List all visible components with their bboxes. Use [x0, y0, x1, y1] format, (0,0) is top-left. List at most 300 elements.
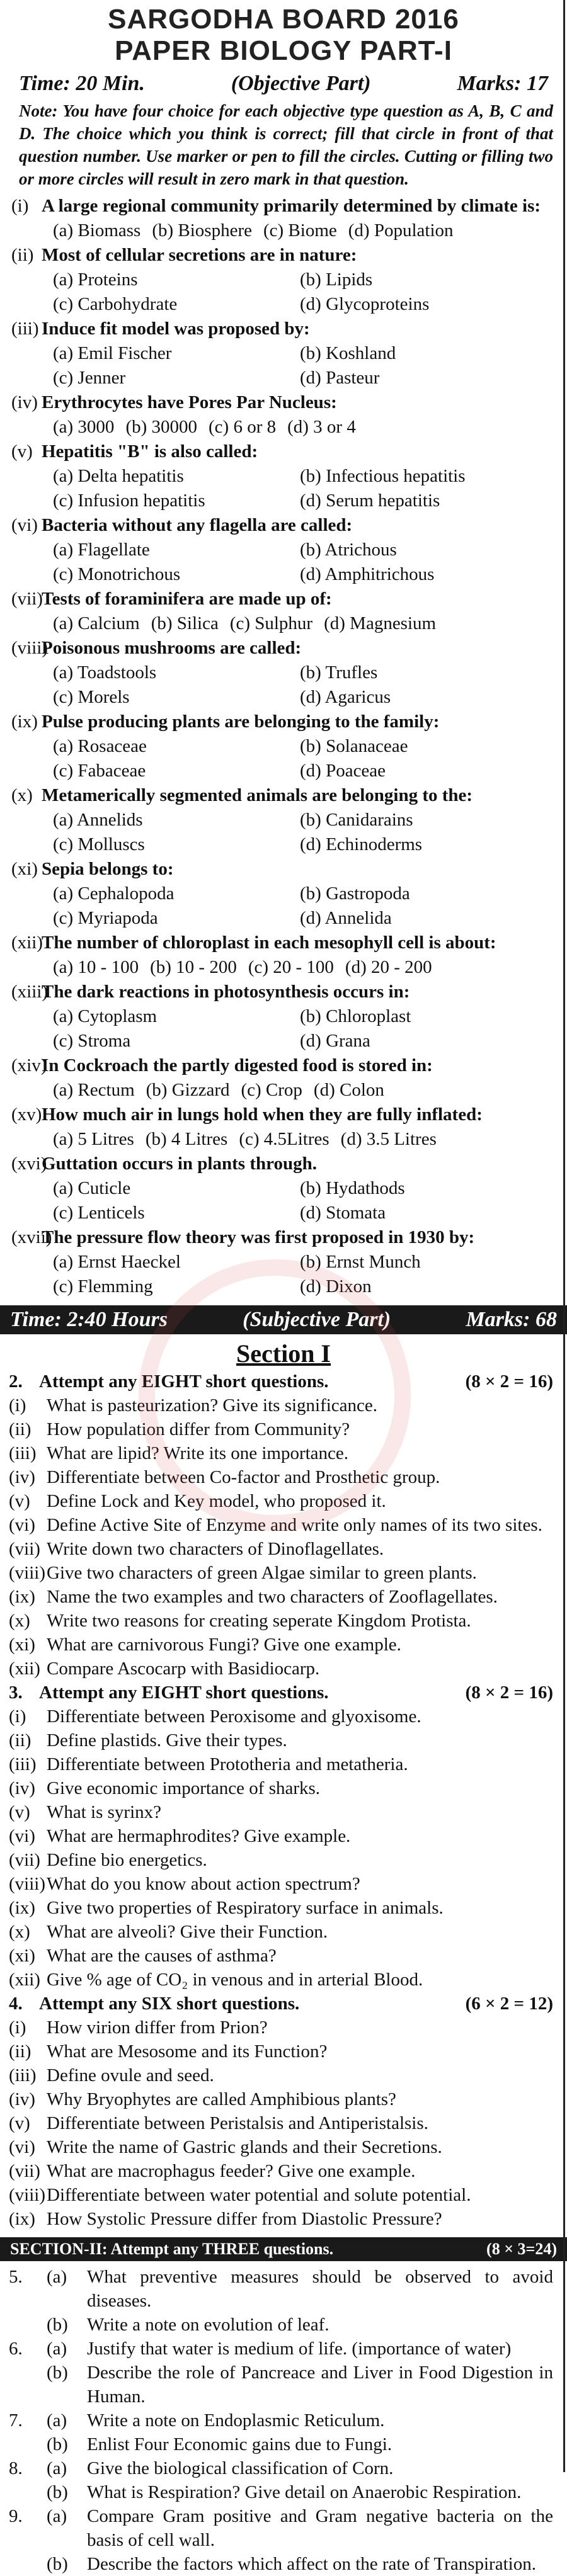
mcq-options	[11, 218, 553, 243]
short-question-item	[9, 1776, 553, 1800]
long-question-part	[9, 2480, 553, 2504]
mcq-options	[11, 955, 553, 980]
mcq-question-line	[11, 1225, 553, 1250]
mcq-option: (a) Cuticle	[53, 1178, 131, 1198]
mcq-option: (d) Echinoderms	[300, 834, 423, 854]
long-question-block	[0, 2337, 567, 2409]
mcq-question-text: Erythrocytes have Pores Par Nucleus:	[42, 392, 337, 412]
short-question-item	[9, 1920, 553, 1944]
item-roman-number: (vii)	[9, 1539, 40, 1559]
subjective-time: Time: 2:40 Hours	[10, 1308, 168, 1331]
mcq-question-line	[11, 710, 553, 734]
short-question-instruction	[9, 1681, 329, 1705]
short-question-item	[9, 2016, 553, 2040]
item-roman-number: (vi)	[9, 2137, 35, 2157]
long-question-block	[0, 2504, 567, 2576]
section-1-title: Section I	[236, 1339, 331, 1368]
mcq-question-text: A large regional community primarily determined by climate is:	[42, 196, 541, 216]
part-letter: (a)	[47, 2410, 67, 2431]
item-text: What are lipid? Write its one importance.	[47, 1443, 349, 1463]
short-question-item	[9, 1513, 553, 1537]
mcq-option: (b) 30000	[125, 417, 198, 437]
mcq-option: (c) Jenner	[53, 368, 126, 388]
objective-time: Time: 20 Min.	[19, 72, 145, 95]
long-question-number: 5.	[9, 2267, 23, 2287]
item-text: Write down two characters of Dinoflagellates.	[47, 1539, 384, 1559]
part-text: What preventive measures should be observed to avoid diseases.	[87, 2267, 553, 2311]
mcq-item	[0, 1225, 567, 1299]
part-letter: (b)	[47, 2434, 68, 2454]
long-question-number	[9, 2480, 47, 2504]
item-roman-number: (xii)	[9, 1659, 40, 1679]
item-text: What is pasteurization? Give its significance.	[47, 1395, 378, 1416]
item-roman-number: (ix)	[9, 2209, 35, 2229]
mcq-option: (b) Gastropoda	[300, 883, 410, 904]
mcq-option: (b) Lipids	[300, 270, 373, 290]
mcq-number: (xvi)	[11, 1154, 47, 1174]
item-roman-number: (iv)	[9, 1467, 35, 1487]
short-question-number: 4.	[9, 1994, 23, 2014]
short-question-marks: (6 × 2 = 12)	[465, 1994, 553, 2014]
short-question-item	[9, 1489, 553, 1513]
short-question-item	[9, 2087, 553, 2111]
item-roman-number: (i)	[9, 2017, 26, 2038]
item-text: What are macrophagus feeder? Give one example.	[47, 2161, 416, 2181]
mcq-option: (b) 4 Litres	[145, 1129, 228, 1149]
mcq-options	[11, 1176, 553, 1225]
mcq-item	[0, 440, 567, 513]
item-roman-number: (x)	[9, 1611, 30, 1631]
short-question-header	[9, 1992, 553, 2016]
short-question-instruction	[9, 1992, 299, 2016]
short-question-item	[9, 1441, 553, 1465]
mcq-option: (b) Ernst Munch	[300, 1252, 421, 1272]
mcq-option: (a) Cytoplasm	[53, 1006, 158, 1026]
mcq-number: (x)	[11, 785, 33, 805]
item-text: What are carnivorous Fungi? Give one example.	[47, 1635, 401, 1655]
mcq-number: (xvii)	[11, 1227, 52, 1247]
mcq-option: (a) Delta hepatitis	[53, 466, 184, 486]
short-question-instruction	[9, 1370, 329, 1393]
mcq-item	[0, 710, 567, 783]
mcq-option: (b) Biosphere	[152, 220, 252, 241]
item-text: What is syrinx?	[47, 1802, 162, 1822]
part-text: Describe the role of Pancreace and Liver in Food Digestion in Human.	[87, 2363, 553, 2407]
mcq-question-line	[11, 243, 553, 268]
mcq-number: (xiii)	[11, 982, 48, 1002]
mcq-option: (a) Toadstools	[53, 662, 157, 683]
item-text: Write two reasons for creating seperate Kingdom Protista.	[47, 1611, 471, 1631]
mcq-option: (c) Crop	[241, 1080, 302, 1100]
short-question-item	[9, 1705, 553, 1728]
note-text: You have four choice for each objective type question as A, B, C and D. The choice which you think is correct; fill that circle in front of that question number. Use marker or pen to fill the circles. Cutting or filling two or more circles will result in zero mark in that question.	[19, 101, 554, 188]
mcq-option: (c) Flemming	[53, 1276, 153, 1297]
mcq-options	[11, 1127, 553, 1152]
mcq-option: (c) 4.5Litres	[239, 1129, 329, 1149]
mcq-option: (b) Hydathods	[300, 1178, 405, 1198]
long-question-block	[0, 2265, 567, 2337]
item-text: Define Active Site of Enzyme and write only names of its two sites.	[47, 1515, 542, 1535]
mcq-options	[11, 661, 553, 710]
mcq-option: (c) Fabaceae	[53, 761, 146, 781]
short-question-item	[9, 2040, 553, 2063]
mcq-question-text: The dark reactions in photosynthesis occurs in:	[42, 982, 410, 1002]
part-text: Give the biological classification of Corn.	[87, 2458, 394, 2478]
mcq-question-line	[11, 390, 553, 415]
mcq-question-text: Hepatitis "B" is also called:	[42, 441, 258, 462]
part-letter: (a)	[47, 2267, 67, 2287]
item-roman-number: (ii)	[9, 1419, 32, 1439]
mcq-question-line	[11, 587, 553, 611]
mcq-item	[0, 636, 567, 710]
short-question-item	[9, 1824, 553, 1848]
mcq-question-text: The pressure flow theory was first proposed in 1930 by:	[42, 1227, 475, 1247]
subjective-info-bar	[0, 1305, 567, 1334]
mcq-option: (c) Stroma	[53, 1031, 131, 1051]
mcq-option: (b) Canidarains	[300, 810, 413, 830]
mcq-option: (a) Rectum	[53, 1080, 135, 1100]
short-question-item	[9, 1968, 553, 1992]
mcq-option: (b) Koshland	[300, 343, 396, 363]
board-title: SARGODHA BOARD 2016	[108, 4, 459, 35]
mcq-options	[11, 341, 553, 390]
mcq-question-line	[11, 857, 553, 882]
mcq-option: (b) Gizzard	[146, 1080, 230, 1100]
mcq-option: (d) Agaricus	[300, 687, 391, 707]
mcq-number: (viii)	[11, 638, 48, 658]
mcq-option: (a) Emil Fischer	[53, 343, 172, 363]
item-roman-number: (xi)	[9, 1946, 35, 1966]
objective-info-bar	[0, 67, 567, 96]
mcq-option: (b) Silica	[151, 613, 219, 633]
part-letter: (b)	[47, 2482, 68, 2502]
long-question-part	[9, 2552, 553, 2576]
mcq-question-text: In Cockroach the partly digested food is stored in:	[42, 1055, 433, 1075]
mcq-option: (a) Rosaceae	[53, 736, 147, 756]
short-question-item	[9, 2207, 553, 2231]
long-question-part	[9, 2432, 553, 2456]
item-text: Differentiate between water potential and solute potential.	[47, 2185, 471, 2205]
part-text: Describe the factors which affect on the rate of Transpiration.	[87, 2554, 536, 2574]
item-text: What are Mesosome and its Function?	[47, 2041, 328, 2062]
item-text: What are hermaphrodites? Give example.	[47, 1826, 351, 1846]
mcq-question-text: Induce fit model was proposed by:	[42, 319, 310, 339]
item-roman-number: (ii)	[9, 2041, 32, 2062]
short-question-text: Attempt any SIX short questions.	[39, 1994, 300, 2014]
item-roman-number: (viii)	[9, 1563, 45, 1583]
long-question-number: 8.	[9, 2458, 23, 2478]
mcq-options	[11, 734, 553, 783]
long-question-number	[9, 2361, 47, 2409]
part-letter: (a)	[47, 2339, 67, 2359]
mcq-option: (d) Poaceae	[300, 761, 386, 781]
short-question-text: Attempt any EIGHT short questions.	[39, 1682, 329, 1703]
mcq-question-line	[11, 783, 553, 808]
mcq-number: (iv)	[11, 392, 38, 412]
long-question-number	[9, 2432, 47, 2456]
short-questions	[0, 1370, 567, 2231]
mcq-option: (b) Infectious hepatitis	[300, 466, 466, 486]
item-text: How virion differ from Prion?	[47, 2017, 268, 2038]
long-question-part	[9, 2504, 553, 2552]
mcq-item	[0, 243, 567, 317]
mcq-option: (c) Sulphur	[229, 613, 313, 633]
item-text: Differentiate between Peristalsis and Antiperistalsis.	[47, 2113, 428, 2133]
mcq-option: (b) Trufles	[300, 662, 378, 683]
short-question-item	[9, 1872, 553, 1896]
part-text: Write a note on Endoplasmic Reticulum.	[87, 2410, 385, 2431]
mcq-number: (iii)	[11, 319, 39, 339]
mcq-option: (d) Colon	[313, 1080, 384, 1100]
mcq-number: (xi)	[11, 859, 38, 879]
section-2-label: SECTION-II: Attempt any THREE questions.	[10, 2240, 334, 2258]
item-roman-number: (ix)	[9, 1898, 35, 1918]
item-roman-number: (viii)	[9, 2185, 45, 2205]
item-text: Why Bryophytes are called Amphibious plants?	[47, 2089, 396, 2109]
item-roman-number: (v)	[9, 1802, 30, 1822]
long-question-block	[0, 2409, 567, 2456]
item-roman-number: (vii)	[9, 2161, 40, 2181]
mcq-option: (a) Annelids	[53, 810, 143, 830]
mcq-option: (a) 10 - 100	[53, 957, 139, 977]
mcq-option: (a) Flagellate	[53, 540, 150, 560]
mcq-item	[0, 194, 567, 243]
mcq-number: (v)	[11, 441, 33, 462]
part-letter: (a)	[47, 2506, 67, 2526]
mcq-number: (ii)	[11, 245, 34, 265]
mcq-question-text: Sepia belongs to:	[42, 859, 174, 879]
mcq-option: (c) Morels	[53, 687, 130, 707]
item-roman-number: (iii)	[9, 1443, 37, 1463]
mcq-option: (c) Monotrichous	[53, 564, 181, 584]
item-text: Give economic importance of sharks.	[47, 1778, 321, 1798]
mcq-question-line	[11, 1103, 553, 1127]
part-letter: (b)	[47, 2363, 68, 2383]
instructions-note	[0, 96, 567, 194]
mcq-option: (b) Solanaceae	[300, 736, 408, 756]
item-roman-number: (xii)	[9, 1970, 40, 1990]
mcq-item	[0, 1053, 567, 1103]
item-text: Give two properties of Respiratory surface in animals.	[47, 1898, 444, 1918]
part-letter: (b)	[47, 2554, 68, 2574]
short-question-item	[9, 1537, 553, 1561]
item-roman-number: (vii)	[9, 1850, 40, 1870]
item-roman-number: (i)	[9, 1395, 26, 1416]
mcq-options	[11, 882, 553, 931]
mcq-question-line	[11, 980, 553, 1004]
short-question-item	[9, 1800, 553, 1824]
mcq-option: (d) 20 - 200	[345, 957, 432, 977]
item-roman-number: (iii)	[9, 1754, 37, 1774]
mcq-number: (xiv)	[11, 1055, 47, 1075]
short-question-item	[9, 2063, 553, 2087]
mcq-item	[0, 390, 567, 440]
mcq-option: (c) Carbohydrate	[53, 294, 178, 314]
short-question-item	[9, 1944, 553, 1968]
short-question-block	[0, 1992, 567, 2231]
mcq-option: (d) Dixon	[300, 1276, 372, 1297]
part-text: Compare Gram positive and Gram negative bacteria on the basis of cell wall.	[87, 2506, 553, 2550]
mcq-options	[11, 415, 553, 440]
item-text: Differentiate between Peroxisome and glyoxisome.	[47, 1706, 421, 1727]
short-question-item	[9, 2183, 553, 2207]
short-question-number: 3.	[9, 1682, 23, 1703]
subjective-marks: Marks: 68	[466, 1308, 557, 1331]
mcq-option: (d) Annelida	[300, 908, 392, 928]
mcq-option: (a) Proteins	[53, 270, 138, 290]
item-roman-number: (vi)	[9, 1515, 35, 1535]
short-question-item	[9, 1633, 553, 1657]
item-roman-number: (viii)	[9, 1874, 45, 1894]
short-question-item	[9, 1752, 553, 1776]
long-question-part	[9, 2337, 553, 2361]
part-text: Justify that water is medium of life. (importance of water)	[87, 2339, 512, 2359]
short-question-item	[9, 2111, 553, 2135]
mcq-number: (vi)	[11, 515, 38, 535]
mcq-number: (ix)	[11, 712, 38, 732]
short-question-header	[9, 1681, 553, 1705]
mcq-option: (d) 3 or 4	[287, 417, 356, 437]
mcq-question-text: How much air in lungs hold when they are fully inflated:	[42, 1104, 483, 1125]
mcq-item	[0, 783, 567, 857]
mcq-question-text: Bacteria without any flagella are called:	[42, 515, 353, 535]
mcq-option: (d) Magnesium	[324, 613, 437, 633]
mcq-option: (a) Ernst Haeckel	[53, 1252, 181, 1272]
mcq-option: (d) Grana	[300, 1031, 370, 1051]
mcq-question-line	[11, 317, 553, 341]
item-text: Differentiate between Co-factor and Prosthetic group.	[47, 1467, 440, 1487]
mcq-option: (c) Molluscs	[53, 834, 145, 854]
part-text: Enlist Four Economic gains due to Fungi.	[87, 2434, 392, 2454]
mcq-question-line	[11, 931, 553, 955]
item-roman-number: (i)	[9, 1706, 26, 1727]
mcq-options	[11, 808, 553, 857]
long-question-part	[9, 2265, 553, 2313]
short-question-header	[9, 1370, 553, 1393]
mcq-item	[0, 1152, 567, 1225]
part-text: Write a note on evolution of leaf.	[87, 2315, 329, 2335]
item-roman-number: (v)	[9, 2113, 30, 2133]
note-label: Note:	[19, 101, 58, 120]
mcq-option: (c) Myriapoda	[53, 908, 158, 928]
mcq-question-text: Pulse producing plants are belonging to the family:	[42, 712, 440, 732]
short-question-item	[9, 2159, 553, 2183]
item-roman-number: (iii)	[9, 2065, 37, 2085]
long-question-part	[9, 2313, 553, 2337]
long-question-number	[9, 2552, 47, 2576]
mcq-option: (d) Pasteur	[300, 368, 380, 388]
short-question-item	[9, 2135, 553, 2159]
short-question-item	[9, 1728, 553, 1752]
mcq-item	[0, 317, 567, 390]
mcq-question-text: Metamerically segmented animals are belonging to the:	[42, 785, 473, 805]
mcq-question-line	[11, 194, 553, 218]
item-roman-number: (x)	[9, 1922, 30, 1942]
short-question-item	[9, 1585, 553, 1609]
mcq-question-text: Tests of foraminifera are made up of:	[42, 589, 332, 609]
short-question-item	[9, 1657, 553, 1681]
item-text: Define Lock and Key model, who proposed it.	[47, 1491, 386, 1511]
mcq-option: (d) Stomata	[300, 1203, 386, 1223]
long-question-number: 9.	[9, 2506, 23, 2526]
mcq-question-text: The number of chloroplast in each mesophyll cell is about:	[42, 933, 496, 953]
short-question-item	[9, 1393, 553, 1417]
mcq-option: (a) Biomass	[53, 220, 141, 241]
mcq-options	[11, 538, 553, 587]
mcq-option: (d) Population	[348, 220, 454, 241]
objective-part-label: (Objective Part)	[231, 72, 371, 95]
mcq-option: (a) 5 Litres	[53, 1129, 134, 1149]
mcq-item	[0, 587, 567, 636]
short-question-text: Attempt any EIGHT short questions.	[39, 1371, 329, 1392]
mcq-options	[11, 1250, 553, 1299]
item-text: What do you know about action spectrum?	[47, 1874, 360, 1894]
mcq-option: (b) 10 - 200	[150, 957, 237, 977]
mcq-option: (d) 3.5 Litres	[340, 1129, 437, 1149]
mcq-option: (a) Cephalopoda	[53, 883, 175, 904]
item-text: Define ovule and seed.	[47, 2065, 214, 2085]
mcq-question-line	[11, 513, 553, 538]
mcq-option: (d) Serum hepatitis	[300, 491, 440, 511]
item-roman-number: (ix)	[9, 1587, 35, 1607]
item-text: What are the causes of asthma?	[47, 1946, 277, 1966]
long-question-part	[9, 2361, 553, 2409]
long-question-number	[9, 2313, 47, 2337]
part-text: What is Respiration? Give detail on Anaerobic Respiration.	[87, 2482, 522, 2502]
short-question-block	[0, 1370, 567, 1681]
mcq-item	[0, 513, 567, 587]
part-letter: (b)	[47, 2315, 68, 2335]
short-question-marks: (8 × 2 = 16)	[465, 1682, 553, 1703]
mcq-question-line	[11, 636, 553, 661]
mcq-options	[11, 611, 553, 636]
item-text: Write the name of Gastric glands and their Secretions.	[47, 2137, 442, 2157]
mcq-option: (a) 3000	[53, 417, 115, 437]
short-question-item	[9, 1896, 553, 1920]
subjective-part-label: (Subjective Part)	[243, 1308, 391, 1331]
mcq-option: (c) 6 or 8	[209, 417, 277, 437]
objective-marks: Marks: 17	[457, 72, 548, 95]
mcq-item	[0, 980, 567, 1053]
item-roman-number: (iv)	[9, 1778, 35, 1798]
long-question-block	[0, 2456, 567, 2504]
mcq-option: (d) Amphitrichous	[300, 564, 435, 584]
item-text: Differentiate between Prototheria and metatheria.	[47, 1754, 408, 1774]
long-question-number: 6.	[9, 2339, 23, 2359]
long-question-number: 7.	[9, 2410, 23, 2431]
paper-title: PAPER BIOLOGY PART-I	[115, 35, 452, 66]
mcq-question-text: Poisonous mushrooms are called:	[42, 638, 302, 658]
mcq-options	[11, 464, 553, 513]
mcq-option: (b) Atrichous	[300, 540, 397, 560]
item-text: Define plastids. Give their types.	[47, 1730, 287, 1750]
short-question-block	[0, 1681, 567, 1992]
item-text: How population differ from Community?	[47, 1419, 350, 1439]
section-2-bar	[0, 2237, 567, 2261]
short-question-item	[9, 1417, 553, 1441]
mcq-question-line	[11, 1053, 553, 1078]
item-text: Give % age of CO₂ in venous and in arterial Blood.	[47, 1970, 423, 1990]
short-question-item	[9, 1465, 553, 1489]
item-roman-number: (vi)	[9, 1826, 35, 1846]
mcq-number: (vii)	[11, 589, 43, 609]
mcq-options	[11, 1078, 553, 1103]
part-letter: (a)	[47, 2458, 67, 2478]
mcq-question-text: Guttation occurs in plants through.	[42, 1154, 317, 1174]
short-question-item	[9, 1848, 553, 1872]
item-text: What are alveoli? Give their Function.	[47, 1922, 328, 1942]
mcq-list	[0, 194, 567, 1299]
